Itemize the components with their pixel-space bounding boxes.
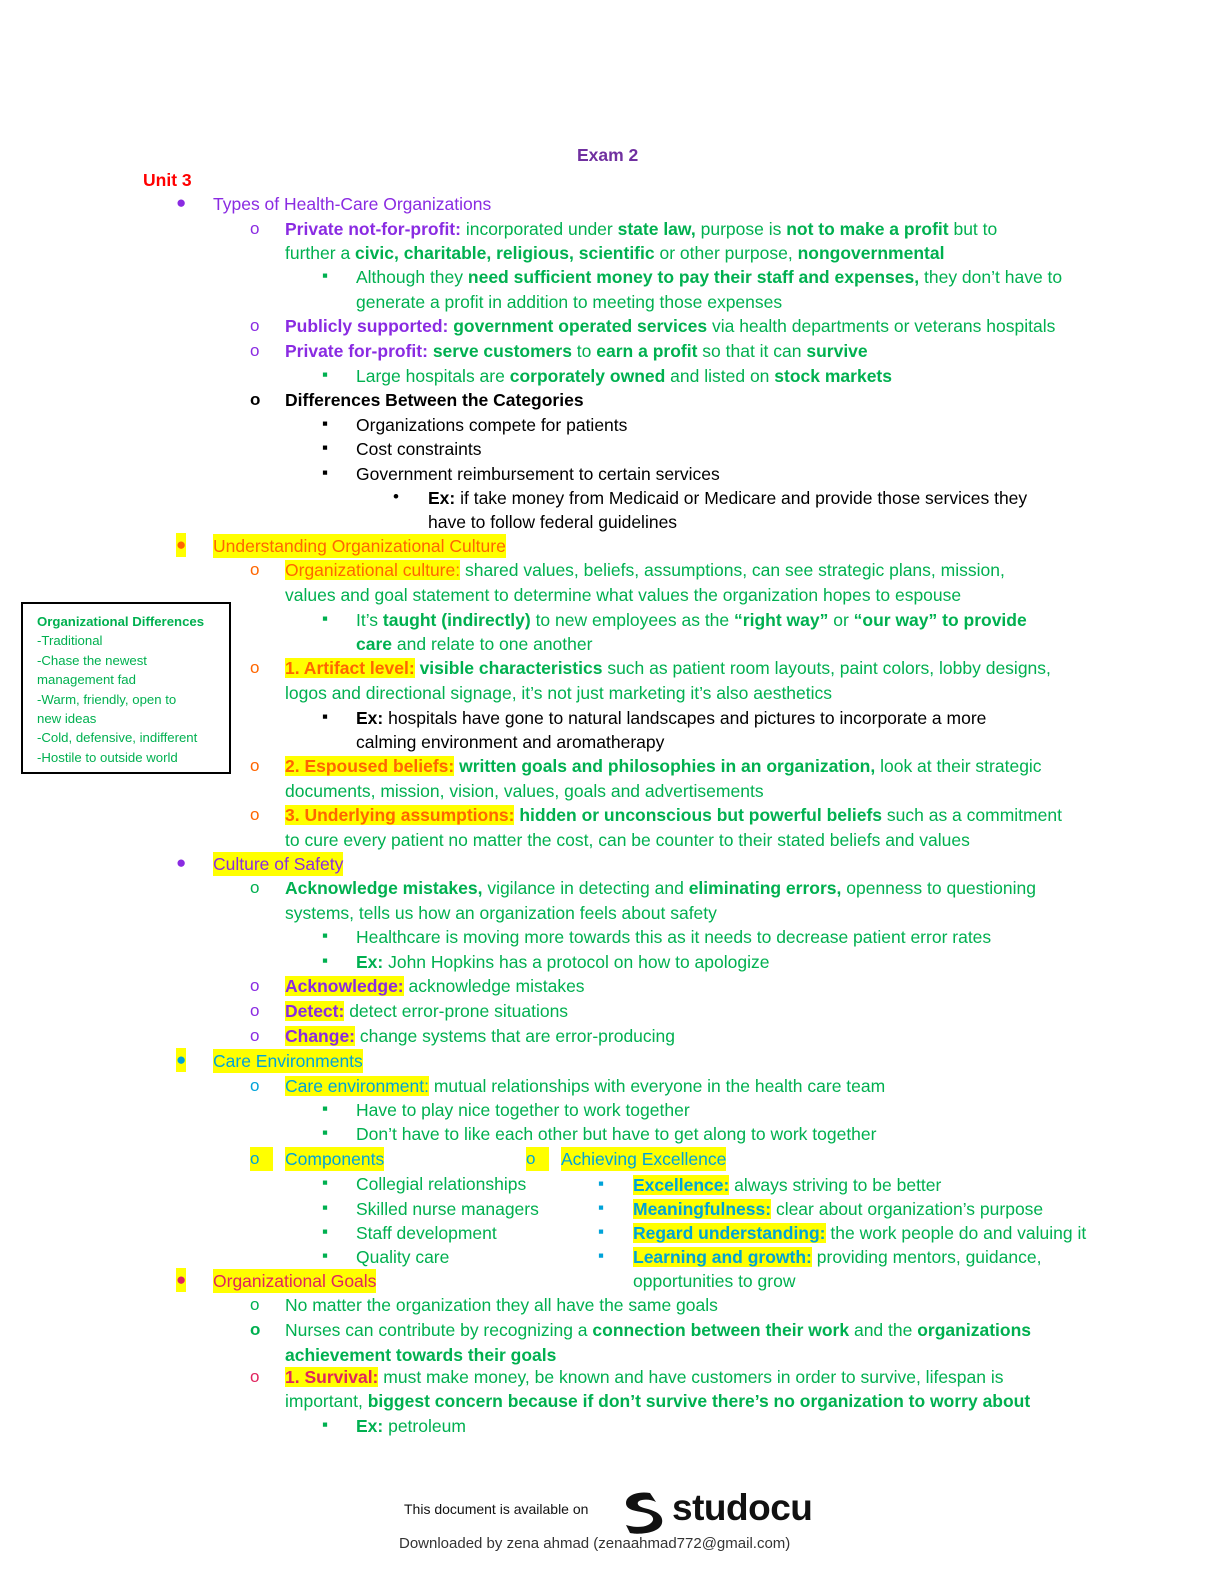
text-line: Differences Between the Categories	[285, 390, 584, 410]
text: “our way” to provide	[853, 610, 1027, 630]
bullet-dot-icon: ●	[176, 853, 187, 872]
text-line	[285, 803, 1062, 827]
text-line	[356, 364, 892, 388]
term: Ex:	[356, 1416, 384, 1436]
bullet-square-icon: ▪	[322, 1198, 329, 1217]
text-line	[285, 656, 1051, 680]
text: such as a commitment	[882, 805, 1062, 825]
bullet-square-icon: ▪	[322, 951, 329, 970]
term: 1. Survival:	[285, 1367, 379, 1387]
bullet-square-icon: ▪	[322, 365, 329, 384]
bullet-circle-icon: o	[250, 1026, 260, 1045]
bullet-circle-icon: o	[250, 805, 260, 824]
term: Private for-profit:	[285, 341, 428, 361]
text-line: values and goal statement to determine what values the organization hopes to espouse	[285, 585, 962, 605]
bullet-circle-icon: o	[526, 1147, 549, 1171]
text: mutual relationships with everyone in the health care team	[428, 1076, 886, 1096]
text: eliminating errors,	[688, 878, 842, 898]
text: change systems that are error-producing	[355, 1026, 676, 1046]
term: 3. Underlying assumptions:	[285, 805, 515, 825]
term: Ex:	[356, 708, 384, 728]
term: Ex:	[356, 952, 384, 972]
text: earn a profit	[596, 341, 698, 361]
text: so that it can	[697, 341, 807, 361]
term: Ex:	[428, 488, 456, 508]
text: to	[571, 341, 597, 361]
text: Acknowledge mistakes,	[285, 878, 483, 898]
text-line: Government reimbursement to certain services	[356, 464, 720, 484]
text: hospitals have gone to natural landscapes and pictures to incorporate a more	[383, 708, 987, 728]
text-line	[633, 1173, 941, 1197]
text: clear about organization’s purpose	[771, 1199, 1044, 1219]
text-line	[428, 486, 1027, 510]
text: government operated services	[453, 316, 708, 336]
text-line: Cost constraints	[356, 439, 482, 459]
text: serve customers	[432, 341, 572, 361]
bullet-circle-icon: o	[250, 1076, 260, 1095]
bullet-dot-icon: ●	[176, 1268, 186, 1292]
studocu-logo-icon[interactable]	[620, 1487, 668, 1535]
box-line: -Hostile to outside world	[37, 749, 178, 765]
section-heading: Understanding Organizational Culture	[213, 536, 506, 556]
text-line: systems, tells us how an organization feels about safety	[285, 903, 717, 923]
text-line	[285, 339, 868, 363]
text: written goals and philosophies in an organization,	[459, 756, 876, 776]
text-line	[285, 1318, 1031, 1342]
term: Detect:	[285, 1001, 345, 1021]
text-line	[285, 314, 1055, 338]
section-heading: Organizational Goals	[213, 1271, 377, 1291]
text-line	[633, 1197, 1043, 1221]
bullet-circle-icon: o	[250, 560, 260, 579]
bullet-circle-icon: o	[250, 1147, 273, 1171]
text: incorporated under	[460, 219, 618, 239]
term: Private not-for-profit:	[285, 219, 461, 239]
text-line: logos and directional signage, it’s not just marketing it’s also aesthetics	[285, 683, 833, 703]
text: Nurses can contribute by recognizing a	[285, 1320, 593, 1340]
text: need sufficient money to pay their staff and expenses,	[467, 267, 920, 287]
text: connection between their work	[592, 1320, 850, 1340]
bullet-square-icon: ▪	[598, 1174, 605, 1193]
subheading: Achieving Excellence	[561, 1149, 727, 1169]
text: not to make a profit	[786, 219, 949, 239]
text-line: have to follow federal guidelines	[428, 512, 678, 532]
bullet-square-icon: ▪	[322, 438, 329, 457]
bullet-dot-icon: ●	[176, 1048, 186, 1072]
term: Care environment:	[285, 1076, 429, 1096]
text: via health departments or veterans hospitals	[707, 316, 1056, 336]
text: biggest concern because if don’t survive there’s no organization to worry about	[367, 1391, 1031, 1411]
text-line	[285, 754, 1042, 778]
text: but to	[948, 219, 998, 239]
text: must make money, be known and have customers in order to survive, lifespan is	[378, 1367, 1004, 1387]
bullet-circle-icon: o	[250, 1367, 260, 1386]
bullet-circle-icon: o	[250, 316, 260, 335]
bullet-circle-icon: o	[250, 219, 260, 238]
text-line	[356, 265, 1062, 289]
text: acknowledge mistakes	[403, 976, 585, 996]
unit-heading: Unit 3	[143, 170, 192, 190]
box-line: -Traditional	[37, 633, 103, 649]
text-line: to cure every patient no matter the cost, can be counter to their stated beliefs and values	[285, 830, 970, 850]
bullet-circle-icon: o	[250, 1295, 260, 1314]
text: such as patient room layouts, paint colors, lobby designs,	[602, 658, 1051, 678]
box-line: -Warm, friendly, open to	[37, 691, 177, 707]
text: providing mentors, guidance,	[811, 1247, 1042, 1267]
text-line: achievement towards their goals	[285, 1345, 557, 1365]
section-heading: Care Environments	[213, 1051, 363, 1071]
text-line: documents, mission, vision, values, goals and advertisements	[285, 781, 764, 801]
box-line: management fad	[37, 672, 136, 688]
text-line: Staff development	[356, 1223, 497, 1243]
studocu-brand[interactable]: studocu	[672, 1487, 813, 1528]
box-line: -Chase the newest	[37, 652, 147, 668]
text: stock markets	[774, 366, 892, 386]
text: civic, charitable, religious, scientific	[355, 243, 655, 263]
text-line: calming environment and aromatherapy	[356, 732, 665, 752]
text: openness to questioning	[841, 878, 1036, 898]
text-line	[285, 1074, 885, 1098]
subheading: Components	[285, 1149, 385, 1169]
text: survive	[806, 341, 868, 361]
text-line: Collegial relationships	[356, 1174, 527, 1194]
text: shared values, beliefs, assumptions, can see strategic plans, mission,	[460, 560, 1005, 580]
box-line: -Cold, defensive, indifferent	[37, 730, 198, 746]
text-line	[285, 558, 1005, 582]
bullet-square-icon: ▪	[322, 1099, 329, 1118]
text-line	[285, 1024, 675, 1048]
term: Excellence:	[633, 1175, 730, 1195]
text-line	[285, 217, 997, 241]
text-line	[356, 632, 592, 656]
text-line: opportunities to grow	[633, 1271, 796, 1291]
bullet-square-icon: ▪	[322, 414, 329, 433]
text: the work people do and valuing it	[825, 1223, 1087, 1243]
text: state law,	[617, 219, 696, 239]
text-line	[633, 1221, 1086, 1245]
text: Large hospitals are	[356, 366, 510, 386]
term: 1. Artifact level:	[285, 658, 415, 678]
bullet-square-icon: ▪	[322, 1246, 329, 1265]
term: 2. Espoused beliefs:	[285, 756, 455, 776]
term: Change:	[285, 1026, 355, 1046]
text: John Hopkins has a protocol on how to apologize	[383, 952, 770, 972]
download-credit: Downloaded by zena ahmad (zenaahmad772@gmail.com)	[399, 1535, 791, 1552]
text: and the	[849, 1320, 918, 1340]
text: “right way”	[734, 610, 829, 630]
bullet-square-icon: ▪	[322, 609, 329, 628]
term: Learning and growth:	[633, 1247, 812, 1267]
text-line: Organizations compete for patients	[356, 415, 628, 435]
bullet-square-icon: ▪	[322, 1123, 329, 1142]
text-line: Skilled nurse managers	[356, 1199, 539, 1219]
bullet-circle-icon: o	[250, 658, 260, 677]
bullet-square-icon: ▪	[322, 463, 329, 482]
text: Although they	[356, 267, 468, 287]
bullet-circle-icon: o	[250, 341, 260, 360]
text: they don’t have to	[919, 267, 1063, 287]
text-line	[285, 999, 568, 1023]
bullet-square-icon: ▪	[322, 1222, 329, 1241]
bullet-dot-icon: ●	[176, 193, 187, 212]
text-line	[285, 876, 1036, 900]
text: vigilance in detecting and	[482, 878, 689, 898]
text: or	[828, 610, 854, 630]
text-line	[285, 1389, 1030, 1413]
text: organizations	[917, 1320, 1031, 1340]
text: and relate to one another	[392, 634, 593, 654]
text-line: No matter the organization they all have the same goals	[285, 1295, 718, 1315]
text: look at their strategic	[875, 756, 1042, 776]
bullet-square-icon: ▪	[598, 1246, 605, 1265]
text: care	[356, 634, 393, 654]
text: corporately owned	[509, 366, 666, 386]
text: nongovernmental	[797, 243, 945, 263]
box-line: new ideas	[37, 711, 97, 727]
organizational-differences-box	[21, 602, 231, 774]
text-line: Healthcare is moving more towards this as it needs to decrease patient error rates	[356, 927, 992, 947]
text: further a	[285, 243, 356, 263]
text-line: Don’t have to like each other but have to get along to work together	[356, 1124, 877, 1144]
text: It’s	[356, 610, 383, 630]
section-heading: Types of Health-Care Organizations	[213, 194, 492, 214]
bullet-square-icon: ▪	[322, 266, 329, 285]
text: if take money from Medicaid or Medicare and provide those services they	[455, 488, 1028, 508]
text-line	[356, 608, 1027, 632]
bullet-circle-icon: o	[250, 1320, 261, 1339]
bullet-square-icon: ▪	[598, 1222, 605, 1241]
bullet-square-icon: ▪	[598, 1198, 605, 1217]
term: Publicly supported:	[285, 316, 449, 336]
text: purpose is	[695, 219, 787, 239]
text-line: generate a profit in addition to meeting those expenses	[356, 292, 783, 312]
bullet-square-icon: ▪	[322, 1173, 329, 1192]
text-line	[356, 706, 986, 730]
text: important,	[285, 1391, 368, 1411]
bullet-circle-icon: o	[250, 1001, 260, 1020]
bullet-square-icon: ▪	[322, 707, 329, 726]
bullet-circle-icon: o	[250, 390, 261, 409]
bullet-circle-icon: o	[250, 976, 260, 995]
bullet-square-icon: ▪	[322, 926, 329, 945]
text: petroleum	[383, 1416, 466, 1436]
bullet-circle-icon: o	[250, 878, 260, 897]
text: detect error-prone situations	[344, 1001, 569, 1021]
text: taught (indirectly)	[382, 610, 531, 630]
term: Regard understanding:	[633, 1223, 826, 1243]
term: Acknowledge:	[285, 976, 404, 996]
text-line	[356, 1414, 466, 1438]
term: Organizational culture:	[285, 560, 461, 580]
text: and listed on	[665, 366, 775, 386]
bullet-dot-icon: •	[393, 487, 399, 506]
page-title: Exam 2	[577, 145, 639, 165]
box-title: Organizational Differences	[37, 614, 205, 629]
text: always striving to be better	[729, 1175, 942, 1195]
text-line	[633, 1245, 1041, 1269]
text: or other purpose,	[654, 243, 798, 263]
bullet-dot-icon: ●	[176, 533, 186, 557]
text-line	[285, 974, 585, 998]
text-line: Quality care	[356, 1247, 450, 1267]
text-line	[285, 241, 944, 265]
section-heading: Culture of Safety	[213, 854, 344, 874]
bullet-circle-icon: o	[250, 756, 260, 775]
text-line	[356, 950, 769, 974]
bullet-square-icon: ▪	[322, 1415, 329, 1434]
text-line: Have to play nice together to work together	[356, 1100, 690, 1120]
text-line	[285, 1365, 1004, 1389]
text: hidden or unconscious but powerful beliefs	[519, 805, 883, 825]
term: Meaningfulness:	[633, 1199, 772, 1219]
text: visible characteristics	[419, 658, 603, 678]
availability-text: This document is available on	[404, 1501, 589, 1517]
text: to new employees as the	[530, 610, 735, 630]
